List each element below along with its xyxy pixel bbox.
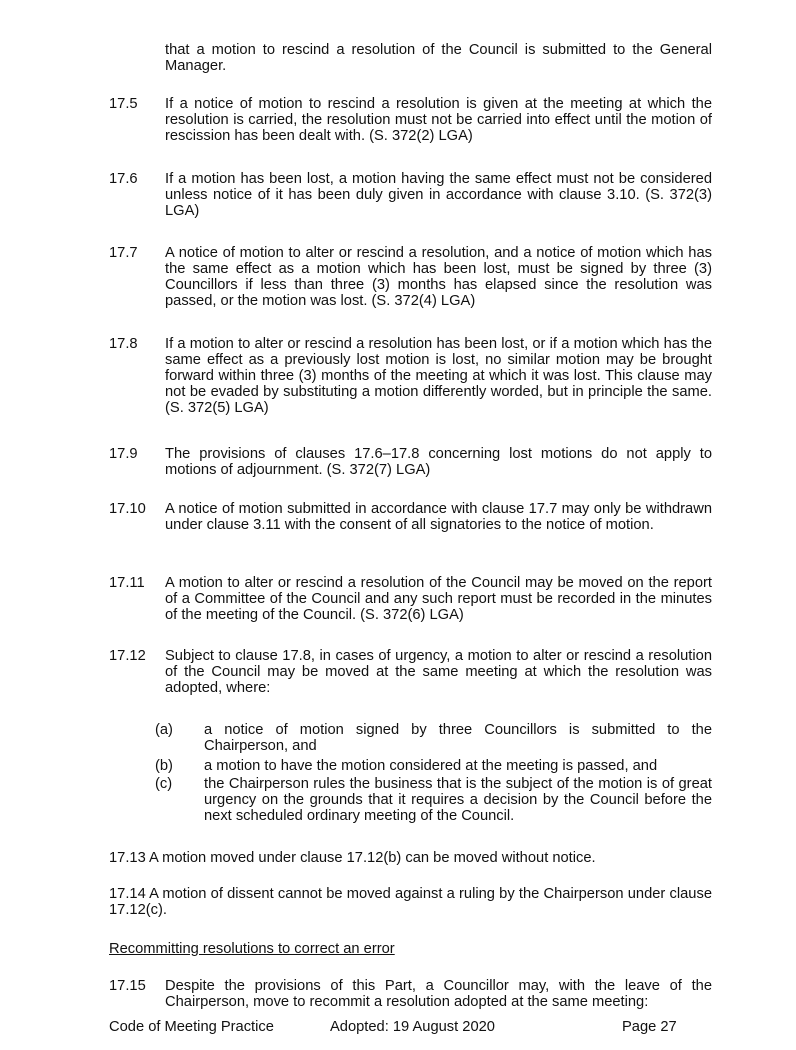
- subclause-a: [155, 722, 712, 754]
- clause-17-14: 17.14 A motion of dissent cannot be moved against a ruling by the Chairperson under clause 17.12(c).: [109, 886, 712, 918]
- page-footer: [0, 1019, 796, 1035]
- clause-17-11: [109, 575, 712, 623]
- footer-page-number: Page 27: [622, 1019, 677, 1035]
- footer-document-title: Code of Meeting Practice: [109, 1019, 274, 1035]
- clause-text: If a motion has been lost, a motion having the same effect must not be considered unless notice of it has been duly given in accordance with clause 3.10. (S. 372(3) LGA): [165, 171, 712, 219]
- clause-17-13: 17.13 A motion moved under clause 17.12(b) can be moved without notice.: [109, 850, 596, 866]
- clause-number: 17.10: [109, 501, 146, 517]
- clause-text: A motion to alter or rescind a resolution of the Council may be moved on the report of a Committee of the Council and any such report must be recorded in the minutes of the meeting of the Council. (S. 372(6) LGA): [165, 575, 712, 623]
- clause-17-7: [109, 245, 712, 309]
- clause-text: If a motion to alter or rescind a resolution has been lost, or if a motion which has the same effect as a previously lost motion is lost, no similar motion may be brought forward within three (3) months of the meeting at which it was lost. This clause may not be evaded by substituting a motion differently worded, but in principle the same. (S. 372(5) LGA): [165, 336, 712, 416]
- clause-text: If a notice of motion to rescind a resolution is given at the meeting at which the resolution is carried, the resolution must not be carried into effect until the motion of rescission has been dealt with. (S. 372(2) LGA): [165, 96, 712, 144]
- subclause-b: [155, 758, 712, 774]
- clause-number: 17.8: [109, 336, 138, 352]
- subclause-letter: (a): [155, 722, 173, 738]
- clause-text: Subject to clause 17.8, in cases of urgency, a motion to alter or rescind a resolution of the Council may be moved at the same meeting at which the resolution was adopted, where:: [165, 648, 712, 696]
- subclause-letter: (b): [155, 758, 173, 774]
- clause-text: A notice of motion to alter or rescind a resolution, and a notice of motion which has the same effect as a motion which has been lost, must be signed by three (3) Councillors if less than three (3) months has elapsed since the resolution was passed, or the motion was lost. (S. 372(4) LGA): [165, 245, 712, 309]
- continued-paragraph: that a motion to rescind a resolution of the Council is submitted to the General Manager.: [165, 42, 712, 74]
- footer-adopted-date: Adopted: 19 August 2020: [330, 1019, 495, 1035]
- section-heading: Recommitting resolutions to correct an error: [109, 941, 395, 957]
- clause-text: A notice of motion submitted in accordance with clause 17.7 may only be withdrawn under clause 3.11 with the consent of all signatories to the notice of motion.: [165, 501, 712, 533]
- subclause-letter: (c): [155, 776, 173, 792]
- clause-17-10: [109, 501, 712, 533]
- clause-number: 17.12: [109, 648, 146, 664]
- clause-number: 17.5: [109, 96, 138, 112]
- clause-text: Despite the provisions of this Part, a Councillor may, with the leave of the Chairperson, move to recommit a resolution adopted at the same meeting:: [165, 978, 712, 1010]
- clause-number: 17.6: [109, 171, 138, 187]
- clause-17-12: [109, 648, 712, 696]
- subclause-text: the Chairperson rules the business that is the subject of the motion is of great urgency on the grounds that it requires a decision by the Council before the next scheduled ordinary meeting of the Council.: [204, 776, 712, 824]
- subclause-text: a notice of motion signed by three Councillors is submitted to the Chairperson, and: [204, 722, 712, 754]
- clause-text: The provisions of clauses 17.6–17.8 concerning lost motions do not apply to motions of adjournment. (S. 372(7) LGA): [165, 446, 712, 478]
- subclause-c: [155, 776, 712, 824]
- clause-17-9: [109, 446, 712, 478]
- clause-number: 17.15: [109, 978, 146, 994]
- clause-number: 17.7: [109, 245, 138, 261]
- clause-17-15: [109, 978, 712, 1010]
- clause-17-6: [109, 171, 712, 219]
- clause-number: 17.11: [109, 575, 145, 591]
- clause-number: 17.9: [109, 446, 138, 462]
- clause-17-5: [109, 96, 712, 144]
- subclause-text: a motion to have the motion considered at the meeting is passed, and: [204, 758, 658, 774]
- clause-17-8: [109, 336, 712, 416]
